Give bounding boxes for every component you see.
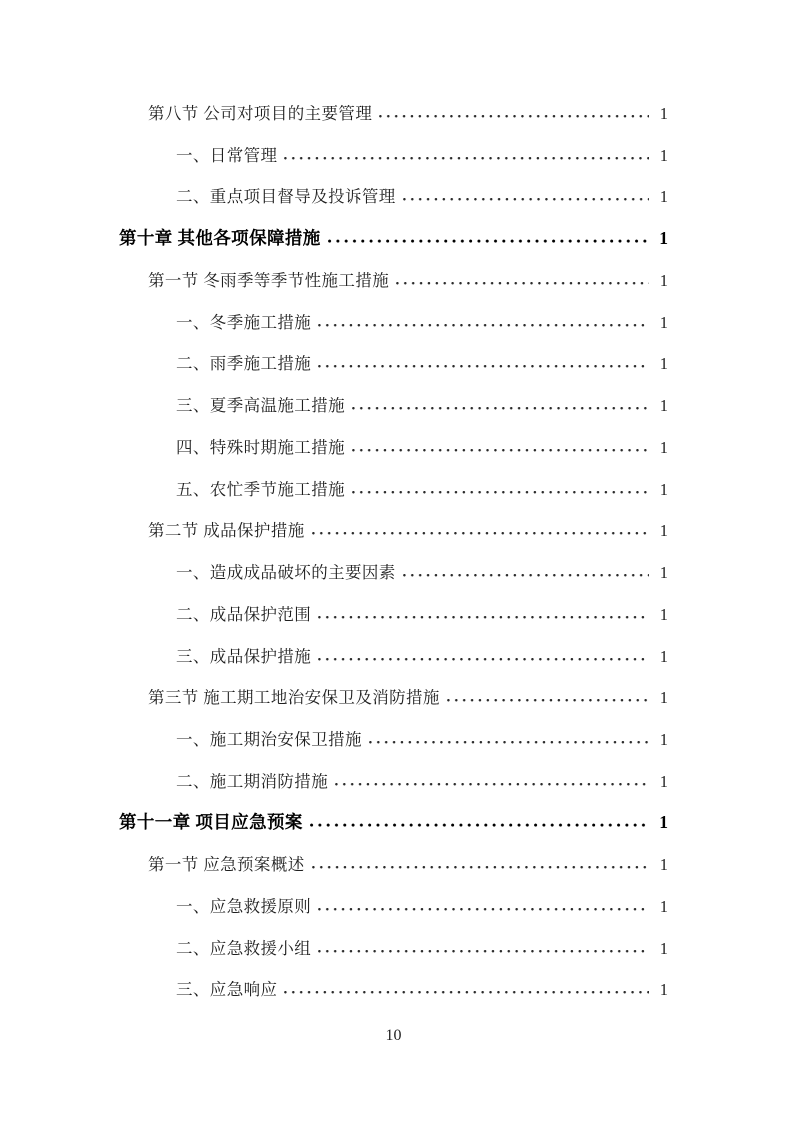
- toc-entry-page-number: 1: [659, 938, 668, 958]
- toc-dot-leader: [352, 490, 649, 495]
- toc-entry-page-number: 1: [659, 228, 668, 249]
- toc-entry[interactable]: [119, 761, 668, 803]
- toc-entry-title: 二、成品保护范围: [176, 604, 312, 624]
- toc-entry-page-number: 1: [659, 604, 668, 624]
- toc-entry-title: 三、成品保护措施: [176, 646, 312, 666]
- toc-dot-leader: [379, 114, 649, 119]
- toc-entry[interactable]: [119, 260, 668, 302]
- toc-entry[interactable]: [119, 636, 668, 678]
- toc-dot-leader: [335, 782, 649, 787]
- toc-dot-leader: [352, 448, 649, 453]
- toc-entry-page-number: 1: [659, 312, 668, 332]
- toc-entry[interactable]: [119, 802, 668, 844]
- toc-entry[interactable]: [119, 928, 668, 970]
- toc-entry[interactable]: [119, 969, 668, 1011]
- toc-dot-leader: [328, 239, 649, 244]
- toc-dot-leader: [318, 657, 649, 662]
- footer-page-number: 10: [385, 1027, 402, 1045]
- toc-entry[interactable]: [119, 510, 668, 552]
- toc-entry-page-number: 1: [659, 396, 668, 416]
- toc-entry-title: 一、造成成品破坏的主要因素: [176, 563, 396, 583]
- table-of-contents: [119, 93, 668, 1011]
- toc-dot-leader: [403, 197, 649, 202]
- toc-dot-leader: [396, 281, 649, 286]
- toc-entry[interactable]: [119, 844, 668, 886]
- toc-dot-leader: [284, 156, 649, 161]
- toc-entry-title: 第一节 应急预案概述: [148, 855, 305, 875]
- toc-entry-title: 二、重点项目督导及投诉管理: [176, 187, 396, 207]
- toc-entry[interactable]: [119, 93, 668, 135]
- toc-entry[interactable]: [119, 594, 668, 636]
- toc-entry-title: 三、应急响应: [176, 980, 278, 1000]
- toc-entry-title: 第十章 其他各项保障措施: [119, 228, 321, 249]
- toc-entry[interactable]: [119, 677, 668, 719]
- toc-dot-leader: [310, 823, 649, 828]
- toc-dot-leader: [318, 323, 649, 328]
- toc-entry-page-number: 1: [659, 104, 668, 123]
- toc-entry[interactable]: [119, 135, 668, 177]
- toc-entry-page-number: 1: [659, 688, 668, 708]
- toc-entry-title: 第二节 成品保护措施: [148, 521, 305, 541]
- toc-entry-page-number: 1: [659, 270, 668, 290]
- toc-entry-page-number: 1: [659, 354, 668, 374]
- toc-entry[interactable]: [119, 218, 668, 260]
- toc-entry-title: 三、夏季高温施工措施: [176, 396, 345, 416]
- toc-entry[interactable]: [119, 886, 668, 928]
- toc-entry-page-number: 1: [659, 980, 668, 1000]
- toc-entry-title: 第八节 公司对项目的主要管理: [148, 104, 373, 123]
- toc-entry-page-number: 1: [659, 187, 668, 207]
- toc-entry[interactable]: [119, 176, 668, 218]
- toc-entry-title: 一、冬季施工措施: [176, 312, 312, 332]
- toc-entry-page-number: 1: [659, 646, 668, 666]
- toc-dot-leader: [312, 865, 649, 870]
- toc-entry[interactable]: [119, 427, 668, 469]
- toc-entry[interactable]: [119, 302, 668, 344]
- page-footer: [119, 1015, 668, 1057]
- toc-dot-leader: [318, 949, 649, 954]
- toc-entry-title: 二、雨季施工措施: [176, 354, 312, 374]
- toc-dot-leader: [284, 990, 649, 995]
- toc-entry-page-number: 1: [659, 730, 668, 750]
- toc-entry-title: 二、应急救援小组: [176, 938, 312, 958]
- toc-dot-leader: [403, 573, 649, 578]
- toc-dot-leader: [312, 531, 649, 536]
- toc-entry-page-number: 1: [659, 896, 668, 916]
- toc-entry-title: 一、应急救援原则: [176, 896, 312, 916]
- toc-entry-title: 五、农忙季节施工措施: [176, 479, 345, 499]
- toc-entry[interactable]: [119, 469, 668, 511]
- toc-dot-leader: [318, 364, 649, 369]
- toc-entry[interactable]: [119, 343, 668, 385]
- toc-entry[interactable]: [119, 552, 668, 594]
- toc-entry-title: 四、特殊时期施工措施: [176, 437, 345, 457]
- toc-entry-title: 第三节 施工期工地治安保卫及消防措施: [148, 688, 440, 708]
- toc-entry-title: 二、施工期消防措施: [176, 771, 329, 791]
- toc-entry-title: 一、施工期治安保卫措施: [176, 730, 362, 750]
- toc-entry-page-number: 1: [659, 855, 668, 875]
- toc-dot-leader: [352, 406, 649, 411]
- toc-dot-leader: [318, 907, 649, 912]
- toc-entry-title: 一、日常管理: [176, 145, 278, 165]
- toc-entry-page-number: 1: [659, 437, 668, 457]
- toc-entry-page-number: 1: [659, 479, 668, 499]
- toc-entry-page-number: 1: [659, 563, 668, 583]
- toc-entry-page-number: 1: [659, 812, 668, 833]
- toc-dot-leader: [318, 615, 649, 620]
- toc-entry-page-number: 1: [659, 771, 668, 791]
- toc-entry-page-number: 1: [659, 521, 668, 541]
- toc-entry-title: 第一节 冬雨季等季节性施工措施: [148, 270, 390, 290]
- toc-entry-page-number: 1: [659, 145, 668, 165]
- toc-entry[interactable]: [119, 385, 668, 427]
- toc-entry-title: 第十一章 项目应急预案: [119, 812, 303, 833]
- toc-entry[interactable]: [119, 719, 668, 761]
- toc-dot-leader: [447, 698, 649, 703]
- toc-dot-leader: [369, 740, 649, 745]
